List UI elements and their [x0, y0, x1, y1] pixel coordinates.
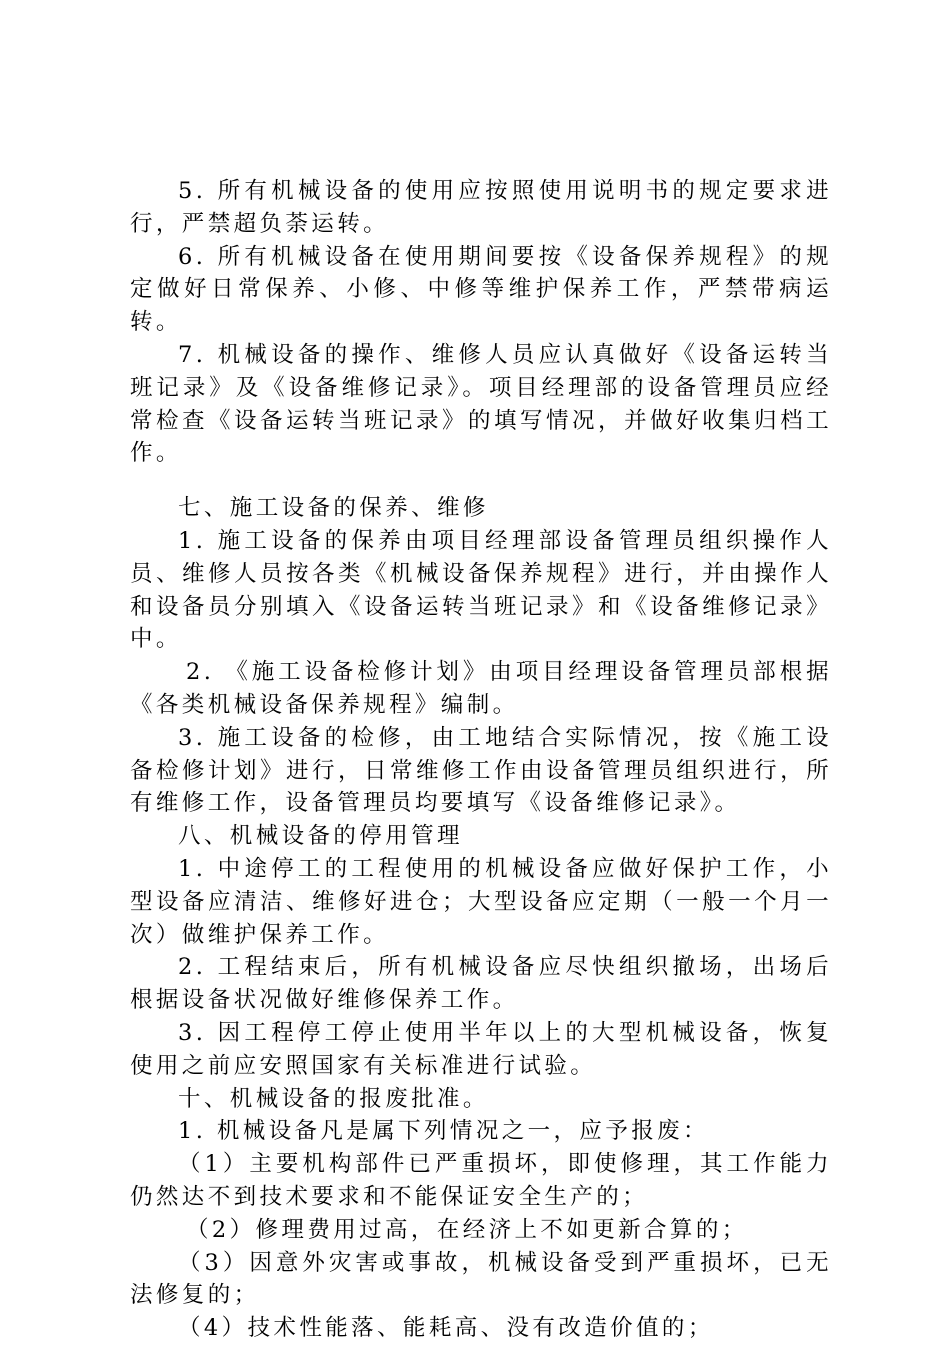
list-item-scrap-3: （3）因意外灾害或事故，机械设备受到严重损坏，已无法修复的；: [130, 1249, 832, 1309]
paragraph-item-6: 6. 所有机械设备在使用期间要按《设备保养规程》的规定做好日常保养、小修、中修等维护保养工作，严禁带病运转。: [130, 243, 832, 336]
paragraph-item-7: 7. 机械设备的操作、维修人员应认真做好《设备运转当班记录》及《设备维修记录》。项目经理部的设备管理员应经常检查《设备运转当班记录》的填写情况，并做好收集归档工作。: [130, 341, 832, 467]
paragraph-shutdown-2: 2. 工程结束后，所有机械设备应尽快组织撤场，出场后根据设备状况做好维修保养工作。: [130, 954, 832, 1014]
paragraph-shutdown-1: 1. 中途停工的工程使用的机械设备应做好保护工作，小型设备应清洁、维修好进仓；大型设备应定期（一般一个月一次）做维护保养工作。: [130, 855, 832, 948]
paragraph-maintenance-1: 1. 施工设备的保养由项目经理部设备管理员组织操作人员、维修人员按各类《机械设备保养规程》进行，并由操作人和设备员分别填入《设备运转当班记录》和《设备维修记录》中。: [130, 527, 832, 653]
paragraph-scrap-1: 1. 机械设备凡是属下列情况之一，应予报废：: [178, 1118, 709, 1145]
list-item-scrap-2: （2）修理费用过高，在经济上不如更新合算的；: [186, 1216, 748, 1243]
list-item-scrap-4: （4）技术性能落、能耗高、没有改造价值的；: [178, 1315, 714, 1342]
list-item-scrap-1: （1）主要机构部件已严重损坏，即使修理，其工作能力仍然达不到技术要求和不能保证安全生产的；: [130, 1151, 832, 1210]
paragraph-shutdown-3: 3. 因工程停工停止使用半年以上的大型机械设备，恢复使用之前应安照国家有关标准进行试验。: [130, 1019, 832, 1079]
paragraph-item-5: 5. 所有机械设备的使用应按照使用说明书的规定要求进行，严禁超负荼运转。: [130, 178, 832, 237]
paragraph-maintenance-3: 3. 施工设备的检修，由工地结合实际情况，按《施工设备检修计划》进行，日常维修工作由设备管理员组织进行，所有维修工作，设备管理员均要填写《设备维修记录》。: [130, 724, 832, 817]
section-heading-ten: 十、机械设备的报废批准。: [178, 1085, 489, 1112]
section-heading-eight: 八、机械设备的停用管理: [178, 823, 463, 850]
paragraph-maintenance-2: 2. 《施工设备检修计划》由项目经理设备管理员部根据《各类机械设备保养规程》编制。: [130, 659, 832, 718]
section-heading-seven: 七、施工设备的保养、维修: [178, 495, 489, 522]
document-body: [130, 175, 832, 1345]
section-gap: [130, 470, 832, 492]
